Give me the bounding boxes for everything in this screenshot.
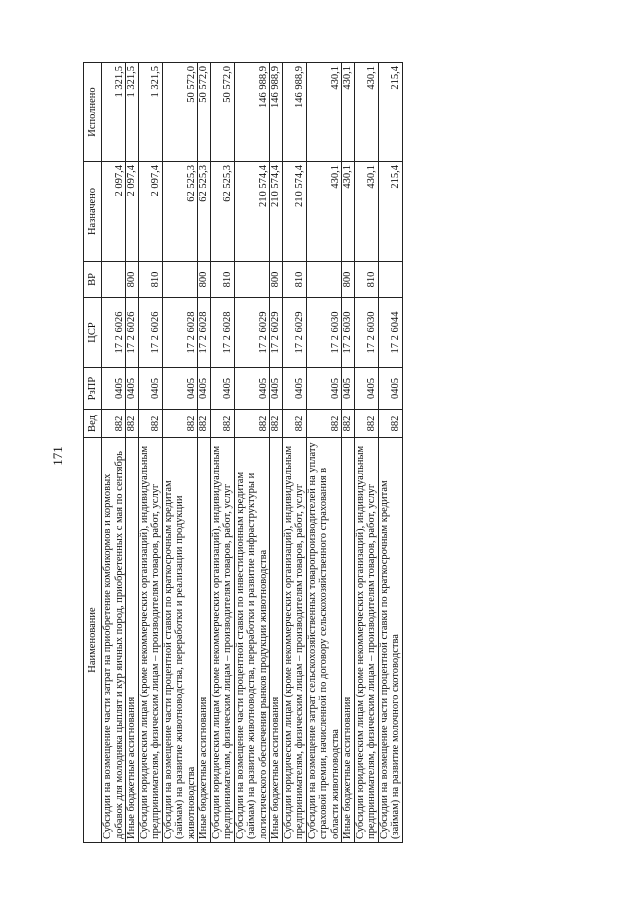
row-ved-cell: 882 xyxy=(378,410,402,438)
budget-table xyxy=(83,62,403,843)
table-row xyxy=(210,63,234,843)
table-row xyxy=(126,63,139,843)
row-csr-cell: 17 2 6030 xyxy=(354,298,378,368)
row-assigned-cell: 430,1 xyxy=(354,162,378,262)
row-rzpr-cell: 0405 xyxy=(378,368,402,410)
row-executed-cell: 1 321,5 xyxy=(126,63,139,162)
row-executed-cell: 146 988,9 xyxy=(282,63,306,162)
row-ved-cell: 882 xyxy=(210,410,234,438)
row-ved-cell: 882 xyxy=(354,410,378,438)
row-assigned-cell: 210 574,4 xyxy=(234,162,270,262)
row-assigned-cell: 2 097,4 xyxy=(138,162,162,262)
row-ved-cell: 882 xyxy=(342,410,355,438)
row-name-cell: Иные бюджетные ассигнования xyxy=(270,438,283,843)
row-csr-cell: 17 2 6030 xyxy=(342,298,355,368)
row-vr-cell xyxy=(378,262,402,298)
row-assigned-cell: 215,4 xyxy=(378,162,402,262)
row-name-cell: Иные бюджетные ассигнования xyxy=(342,438,355,843)
row-vr-cell xyxy=(234,262,270,298)
row-assigned-cell: 210 574,4 xyxy=(282,162,306,262)
row-assigned-cell: 2 097,4 xyxy=(126,162,139,262)
header-vr: ВР xyxy=(84,262,102,298)
header-name: Наименование xyxy=(84,438,102,843)
row-assigned-cell: 2 097,4 xyxy=(102,162,126,262)
row-rzpr-cell: 0405 xyxy=(102,368,126,410)
row-vr-cell: 800 xyxy=(270,262,283,298)
row-name-cell: Иные бюджетные ассигнования xyxy=(198,438,211,843)
row-vr-cell xyxy=(102,262,126,298)
row-name-cell: Субсидии юридическим лицам (кроме некоммерческих организаций), индивидуальным предпринимателям, физическим лицам – производителям товаров, работ, услуг xyxy=(210,438,234,843)
table-header-row xyxy=(84,63,102,843)
table-row xyxy=(198,63,211,843)
row-ved-cell: 882 xyxy=(162,410,198,438)
table-row xyxy=(378,63,402,843)
row-csr-cell: 17 2 6026 xyxy=(126,298,139,368)
row-assigned-cell: 430,1 xyxy=(306,162,342,262)
table-row xyxy=(342,63,355,843)
row-rzpr-cell: 0405 xyxy=(354,368,378,410)
row-vr-cell: 810 xyxy=(210,262,234,298)
row-rzpr-cell: 0405 xyxy=(210,368,234,410)
row-ved-cell: 882 xyxy=(306,410,342,438)
row-executed-cell: 430,1 xyxy=(306,63,342,162)
row-vr-cell: 800 xyxy=(342,262,355,298)
row-assigned-cell: 62 525,3 xyxy=(210,162,234,262)
row-ved-cell: 882 xyxy=(102,410,126,438)
row-name-cell: Субсидии на возмещение части затрат на приобретение комбикормов и кормовых добавок для молодняка цыплят и кур яичных пород, приобретенных с мая по сентябрь xyxy=(102,438,126,843)
row-vr-cell: 800 xyxy=(198,262,211,298)
header-rzpr: РзПР xyxy=(84,368,102,410)
row-vr-cell: 810 xyxy=(138,262,162,298)
table-row xyxy=(162,63,198,843)
row-name-cell: Субсидии на возмещение части процентной ставки по краткосрочным кредитам (займам) на развитие молочного скотоводства xyxy=(378,438,402,843)
row-csr-cell: 17 2 6030 xyxy=(306,298,342,368)
row-csr-cell: 17 2 6028 xyxy=(198,298,211,368)
row-assigned-cell: 210 574,4 xyxy=(270,162,283,262)
row-vr-cell xyxy=(162,262,198,298)
row-executed-cell: 146 988,9 xyxy=(234,63,270,162)
row-name-cell: Субсидии юридическим лицам (кроме некоммерческих организаций), индивидуальным предпринимателям, физическим лицам – производителям товаров, работ, услуг xyxy=(138,438,162,843)
row-executed-cell: 50 572,0 xyxy=(162,63,198,162)
table-row xyxy=(270,63,283,843)
row-assigned-cell: 430,1 xyxy=(342,162,355,262)
row-csr-cell: 17 2 6029 xyxy=(234,298,270,368)
rotated-table-wrapper xyxy=(83,63,560,843)
row-csr-cell: 17 2 6029 xyxy=(282,298,306,368)
row-rzpr-cell: 0405 xyxy=(126,368,139,410)
row-vr-cell xyxy=(306,262,342,298)
row-vr-cell: 810 xyxy=(354,262,378,298)
header-csr: ЦСР xyxy=(84,298,102,368)
row-name-cell: Субсидии на возмещение затрат сельскохозяйственных товаропроизводителей на уплату страховой премии, начисленной по договору сельскохозяйственного страхования в области животноводства xyxy=(306,438,342,843)
row-ved-cell: 882 xyxy=(198,410,211,438)
header-executed: Исполнено xyxy=(84,63,102,162)
table-row xyxy=(138,63,162,843)
row-ved-cell: 882 xyxy=(234,410,270,438)
table-row xyxy=(282,63,306,843)
row-executed-cell: 430,1 xyxy=(354,63,378,162)
row-executed-cell: 50 572,0 xyxy=(198,63,211,162)
row-rzpr-cell: 0405 xyxy=(138,368,162,410)
row-rzpr-cell: 0405 xyxy=(270,368,283,410)
table-row xyxy=(102,63,126,843)
row-name-cell: Субсидии юридическим лицам (кроме некоммерческих организаций), индивидуальным предпринимателям, физическим лицам – производителям товаров, работ, услуг xyxy=(282,438,306,843)
page-number: 171 xyxy=(50,446,65,466)
row-ved-cell: 882 xyxy=(138,410,162,438)
table-body xyxy=(102,63,403,843)
header-assigned: Назначено xyxy=(84,162,102,262)
row-assigned-cell: 62 525,3 xyxy=(198,162,211,262)
row-vr-cell: 810 xyxy=(282,262,306,298)
row-executed-cell: 1 321,5 xyxy=(138,63,162,162)
row-name-cell: Субсидии на возмещение части процентной ставки по инвестиционным кредитам (займам) на развитие животноводства, переработки и развитие инфраструктуры и логистического обеспечения рынков продукции животноводства xyxy=(234,438,270,843)
row-ved-cell: 882 xyxy=(126,410,139,438)
row-executed-cell: 50 572,0 xyxy=(210,63,234,162)
row-csr-cell: 17 2 6026 xyxy=(102,298,126,368)
header-ved: Вед xyxy=(84,410,102,438)
row-rzpr-cell: 0405 xyxy=(342,368,355,410)
row-assigned-cell: 62 525,3 xyxy=(162,162,198,262)
row-vr-cell: 800 xyxy=(126,262,139,298)
row-executed-cell: 1 321,5 xyxy=(102,63,126,162)
table-row xyxy=(354,63,378,843)
row-executed-cell: 146 988,9 xyxy=(270,63,283,162)
row-executed-cell: 430,1 xyxy=(342,63,355,162)
row-csr-cell: 17 2 6026 xyxy=(138,298,162,368)
row-csr-cell: 17 2 6028 xyxy=(210,298,234,368)
row-name-cell: Субсидии юридическим лицам (кроме некоммерческих организаций), индивидуальным предпринимателям, физическим лицам – производителям товаров, работ, услуг xyxy=(354,438,378,843)
row-csr-cell: 17 2 6028 xyxy=(162,298,198,368)
row-executed-cell: 215,4 xyxy=(378,63,402,162)
row-rzpr-cell: 0405 xyxy=(282,368,306,410)
row-csr-cell: 17 2 6029 xyxy=(270,298,283,368)
table-row xyxy=(306,63,342,843)
row-rzpr-cell: 0405 xyxy=(198,368,211,410)
row-rzpr-cell: 0405 xyxy=(162,368,198,410)
row-name-cell: Иные бюджетные ассигнования xyxy=(126,438,139,843)
row-rzpr-cell: 0405 xyxy=(234,368,270,410)
row-rzpr-cell: 0405 xyxy=(306,368,342,410)
table-row xyxy=(234,63,270,843)
row-ved-cell: 882 xyxy=(282,410,306,438)
row-csr-cell: 17 2 6044 xyxy=(378,298,402,368)
row-ved-cell: 882 xyxy=(270,410,283,438)
row-name-cell: Субсидии на возмещение части процентной ставки по краткосрочным кредитам (займам) на развитие животноводства, переработки и реализации продукции животноводства xyxy=(162,438,198,843)
